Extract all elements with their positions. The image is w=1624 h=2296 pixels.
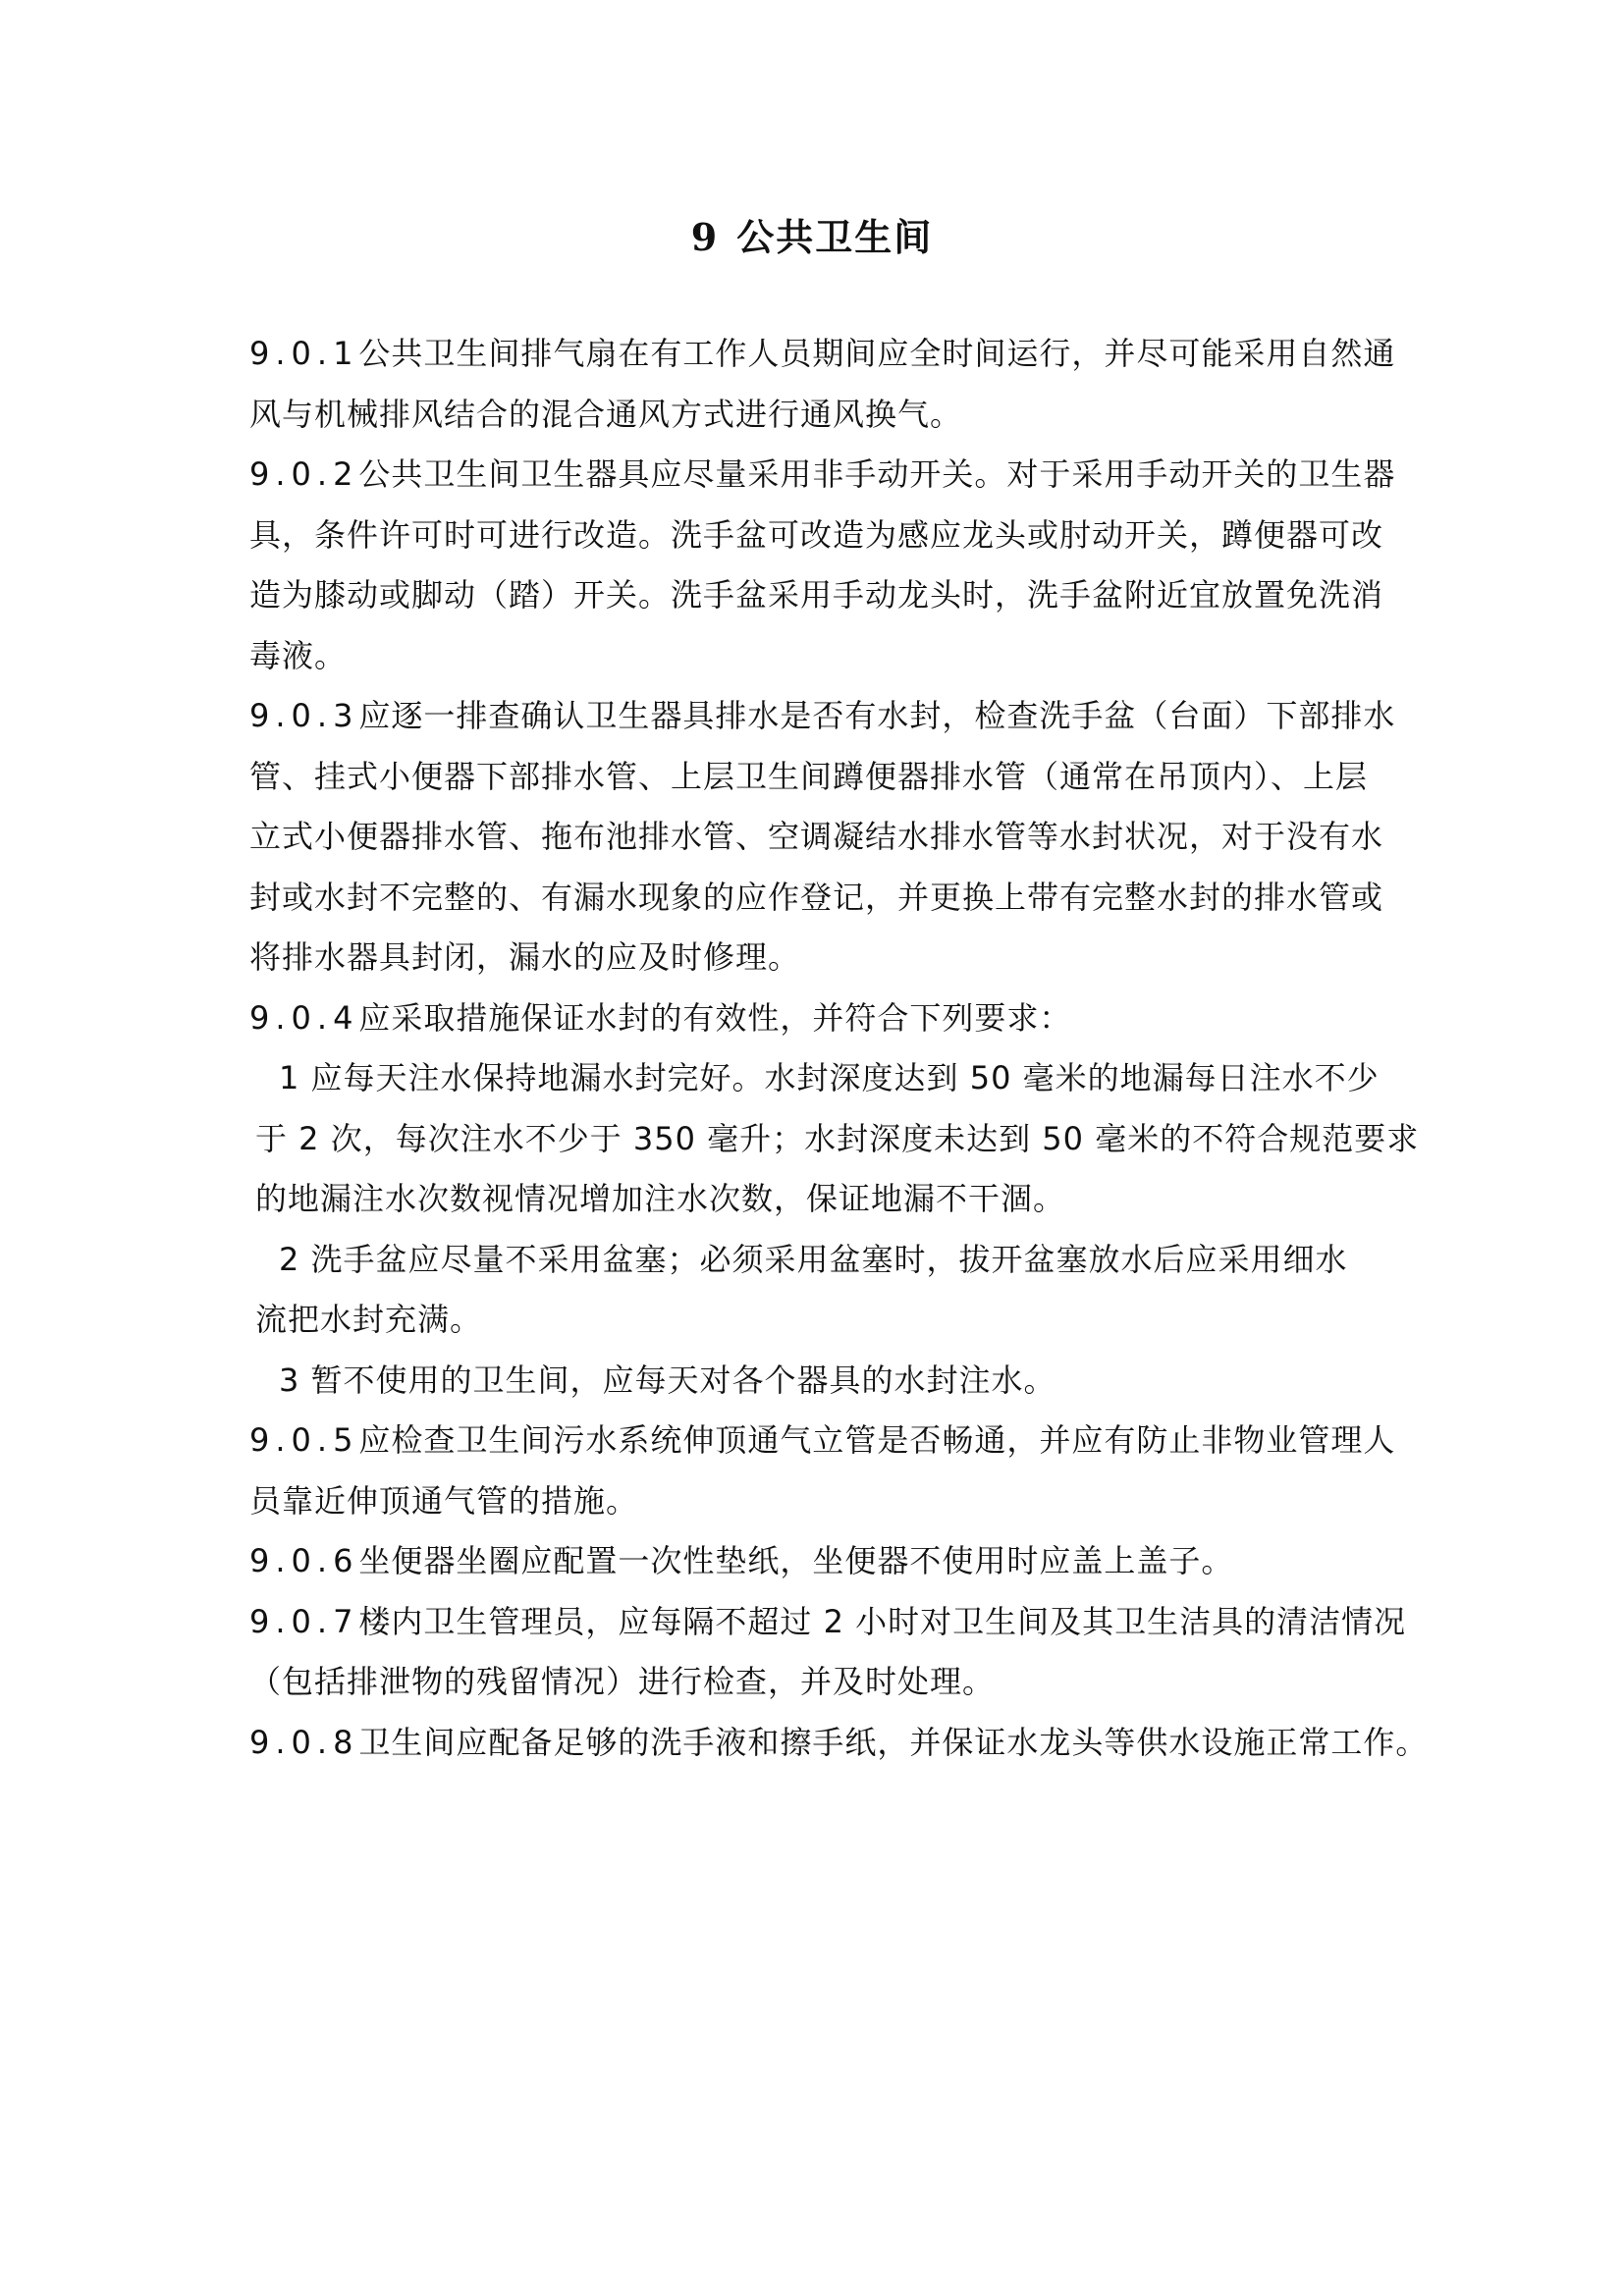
clause-number: 9.0.6 (249, 1542, 359, 1579)
clause-number: 9.0.4 (249, 998, 359, 1037)
clause-number: 9.0.2 (249, 455, 359, 493)
paragraph-text: 应检查卫生间污水系统伸顶通气立管是否畅通，并应有防止非物业管理人 (358, 1421, 1396, 1459)
paragraph-line (249, 1531, 1398, 1592)
paragraph-line: 具，条件许可时可进行改造。洗手盆可改造为感应龙头或肘动开关，蹲便器可改 (249, 515, 1384, 554)
clause-9-0-2 (249, 445, 1398, 686)
paragraph-line: 毒液。 (249, 636, 348, 674)
clause-number: 9.0.8 (249, 1723, 359, 1761)
paragraph-line: （包括排泄物的残留情况）进行检查，并及时处理。 (249, 1663, 996, 1700)
paragraph-line: 将排水器具封闭，漏水的应及时修理。 (249, 938, 801, 976)
paragraph-line: 立式小便器排水管、拖布池排水管、空调凝结水排水管等水封状况，对于没有水 (249, 818, 1384, 855)
clause-number: 9.0.1 (249, 335, 359, 372)
paragraph-text: 楼内卫生管理员，应每隔不超过 2 小时对卫生间及其卫生洁具的清洁情况 (358, 1602, 1407, 1640)
section-title-text: 公共卫生间 (736, 215, 934, 259)
clause-number: 9.0.3 (249, 697, 359, 734)
paragraph-line (249, 1592, 1407, 1653)
paragraph-line (249, 324, 1398, 385)
paragraph-line (249, 988, 1398, 1049)
paragraph-line (249, 1411, 1398, 1471)
paragraph-line: 管、挂式小便器下部排水管、上层卫生间蹲便器排水管（通常在吊顶内）、上层 (249, 757, 1369, 795)
section-title (0, 212, 1624, 263)
paragraph-text: 应逐一排查确认卫生器具排水是否有水封，检查洗手盆（台面）下部排水 (358, 697, 1396, 734)
paragraph-line: 风与机械排风结合的混合通风方式进行通风换气。 (249, 395, 963, 433)
paragraph-text: 公共卫生间卫生器具应尽量采用非手动开关。对于采用手动开关的卫生器 (358, 455, 1396, 493)
clause-9-0-5 (249, 1411, 1398, 1531)
clause-9-0-1 (249, 324, 1398, 445)
paragraph-text: 卫生间应配备足够的洗手液和擦手纸，并保证水龙头等供水设施正常工作。 (358, 1723, 1429, 1761)
list-item-line: 3 暂不使用的卫生间，应每天对各个器具的水封注水。 (279, 1361, 1056, 1399)
paragraph-line (249, 445, 1398, 506)
paragraph-line: 封或水封不完整的、有漏水现象的应作登记，并更换上带有完整水封的排水管或 (249, 878, 1384, 916)
clause-9-0-6 (249, 1531, 1398, 1592)
clause-9-0-3 (249, 686, 1398, 988)
paragraph-text: 应采取措施保证水封的有效性，并符合下列要求： (358, 998, 1072, 1037)
clause-9-0-4 (249, 988, 1398, 1049)
clause-number: 9.0.5 (249, 1421, 359, 1459)
paragraph-line: 造为膝动或脚动（踏）开关。洗手盆采用手动龙头时，洗手盆附近宜放置免洗消 (249, 576, 1384, 614)
paragraph-line: 员靠近伸顶通气管的措施。 (249, 1481, 639, 1520)
clause-number: 9.0.7 (249, 1602, 359, 1640)
clause-9-0-8 (249, 1713, 1429, 1774)
section-body (249, 324, 1429, 1773)
list-item-line: 于 2 次，每次注水不少于 350 毫升；水封深度未达到 50 毫米的不符合规范要求 (255, 1119, 1420, 1157)
list-item-3 (249, 1351, 1398, 1412)
section-number: 9 (690, 215, 720, 259)
paragraph-text: 公共卫生间排气扇在有工作人员期间应全时间运行，并尽可能采用自然通 (358, 335, 1396, 372)
paragraph-line (249, 686, 1398, 747)
list-item-1 (249, 1048, 1420, 1230)
paragraph-text: 坐便器坐圈应配置一次性垫纸，坐便器不使用时应盖上盖子。 (358, 1542, 1234, 1579)
list-item-line: 1 应每天注水保持地漏水封完好。水封深度达到 50 毫米的地漏每日注水不少 (279, 1059, 1380, 1096)
list-item-line: 的地漏注水次数视情况增加注水次数，保证地漏不干涸。 (255, 1180, 1066, 1217)
list-item-line: 2 洗手盆应尽量不采用盆塞；必须采用盆塞时，拔开盆塞放水后应采用细水 (279, 1240, 1348, 1278)
list-item-line: 流把水封充满。 (255, 1301, 483, 1338)
list-item-2 (249, 1230, 1398, 1351)
clause-9-0-7 (249, 1592, 1407, 1713)
paragraph-line (249, 1713, 1429, 1774)
